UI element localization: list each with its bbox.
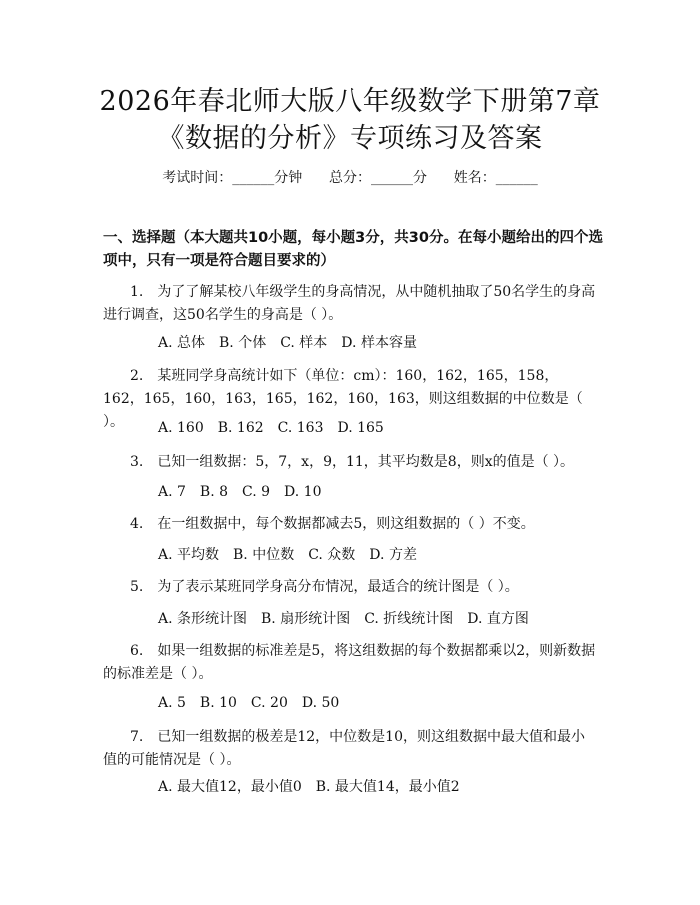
question-7-options: A. 最大值12，最小值0 B. 最大值14，最小值2 bbox=[158, 779, 460, 795]
question-6: 6. 如果一组数据的标准差是5，将这组数据的每个数据都乘以2，则新数据的标准差是（ ）。 bbox=[103, 643, 596, 682]
total-score-label: 总分：______分 bbox=[329, 170, 427, 186]
question-4: 4. 在一组数据中，每个数据都减去5，则这组数据的（ ）不变。 bbox=[130, 516, 535, 532]
question-6-options: A. 5 B. 10 C. 20 D. 50 bbox=[158, 695, 340, 711]
page-title-line2: 《数据的分析》专项练习及答案 bbox=[157, 123, 543, 154]
question-1-options: A. 总体 B. 个体 C. 样本 D. 样本容量 bbox=[158, 335, 417, 351]
question-3-options: A. 7 B. 8 C. 9 D. 10 bbox=[158, 484, 322, 500]
question-1: 1. 为了了解某校八年级学生的身高情况，从中随机抽取了50名学生的身高进行调查，这50名学生的身高是（ ）。 bbox=[103, 284, 596, 323]
section-heading: 一、选择题（本大题共10小题，每小题3分，共30分。在每小题给出的四个选项中，只有一项是符合题目要求的） bbox=[103, 230, 603, 269]
question-4-options: A. 平均数 B. 中位数 C. 众数 D. 方差 bbox=[158, 547, 417, 563]
question-5-options: A. 条形统计图 B. 扇形统计图 C. 折线统计图 D. 直方图 bbox=[158, 611, 529, 627]
page-title-line1: 2026年春北师大版八年级数学下册第7章 bbox=[99, 86, 601, 117]
question-5: 5. 为了表示某班同学身高分布情况，最适合的统计图是（ ）。 bbox=[130, 579, 519, 595]
question-2: 2. 某班同学身高统计如下（单位：cm）：160，162，165，158，162，165，160，163，165，162，160，163，则这组数据的中位数是（ ）。 bbox=[103, 368, 583, 430]
question-7: 7. 已知一组数据的极差是12，中位数是10，则这组数据中最大值和最小值的可能情况是（ ）。 bbox=[103, 729, 585, 768]
exam-meta bbox=[0, 168, 700, 188]
question-2-options: A. 160 B. 162 C. 163 D. 165 bbox=[158, 420, 384, 436]
exam-time-label: 考试时间：______分钟 bbox=[162, 170, 303, 186]
student-name-label: 姓名：______ bbox=[453, 170, 538, 186]
question-3: 3. 已知一组数据：5，7，x，9，11，其平均数是8，则x的值是（ ）。 bbox=[130, 454, 575, 470]
